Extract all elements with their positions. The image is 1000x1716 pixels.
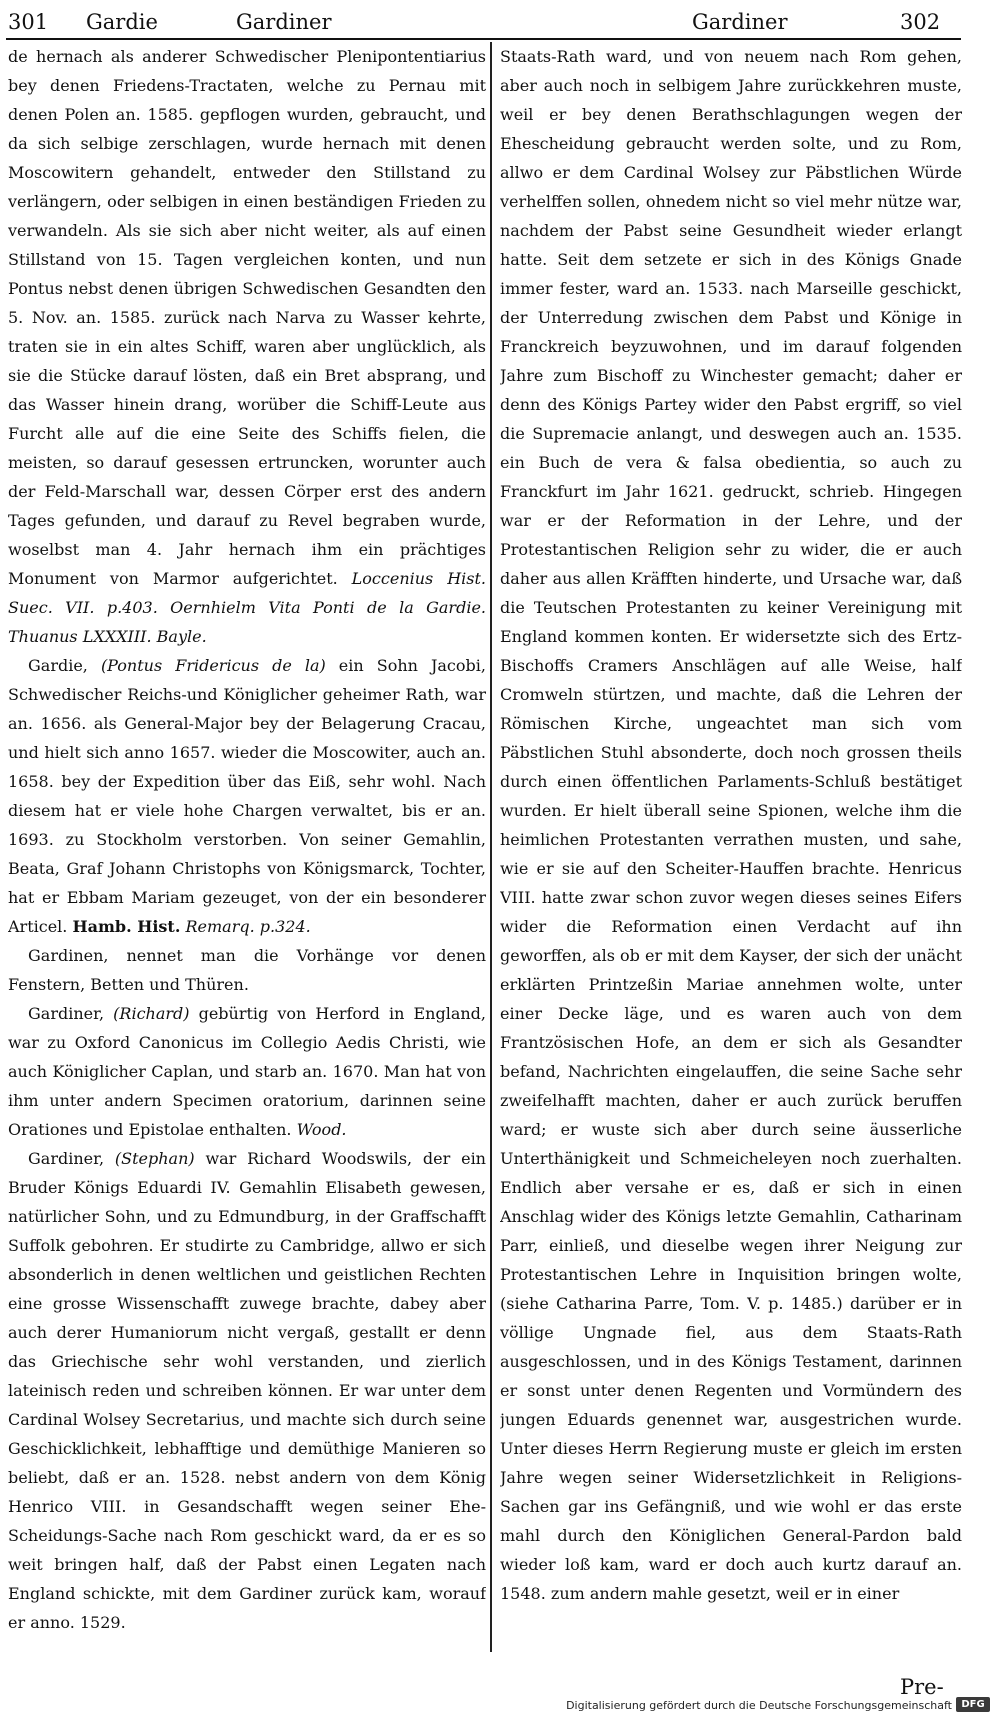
entry-gardiner-stephan-continued: Staats-Rath ward, und von neuem nach Rom gehen, aber auch noch in selbigem Jahre zurückkehren muste, weil er bey denen Berathschlagungen wegen der Ehescheidung gebraucht werden solte, und zu Rom, allwo er dem Cardinal Wolsey zur Päbstlichen Würde verhelffen sollen, ohnedem nicht so viel mehr nütze war, nachdem der Pabst seine Gesundheit wieder erlangt hatte. Seit dem setzete er sich in des Königs Gnade immer fester, ward an. 1533. nach Marseille geschickt, der Unterredung zwischen dem Pabst und Könige in Franckreich beyzuwohnen, und im darauf folgenden Jahre zum Bischoff zu Winchester gemacht; daher er denn des Königs Partey wider den Pabst ergriff, so viel die Supremacie anlangt, und deswegen auch an. 1535. ein Buch de vera & falsa obedientia, so auch zu Franckfurt im Jahr 1621. gedruckt, schrieb. Hingegen war er der Reformation in der Lehre, und der Protestantischen Religion sehr zu wider, die er auch daher aus allen Kräfften hinderte, und Ursache war, daß die Teutschen Protestanten zu keiner Vereinigung mit England kommen konten. Er widersetzte sich des Ertz-Bischoffs Cramers Anschlägen auf alle Weise, half Cromweln stürtzen, und machte, daß die Lehren der Römischen Kirche, ungeachtet man sich vom Päbstlichen Stuhl absonderte, doch noch grossen theils durch einen öffentlichen Parlaments-Schluß bestätiget wurden. Er hielt überall seine Spionen, welche ihm die heimlichen Protestanten verrathen musten, und sahe, wie er sie auf den Scheiter-Hauffen brachte. Henricus VIII. hatte zwar schon zuvor wegen dieses seines Eifers wider die Reformation einen Verdacht auf ihn geworffen, als ob er mit dem Kayser, der sich der unächt erklärten Printzeßin Mariae annehmen wolte, unter einer Decke läge, und es waren auch von dem Frantzösischen Hofe, an dem er sich als Gesandter befand, Nachrichten eingelauffen, die seine Sache sehr zweifelhafft machten, daher er auch zurück beruffen ward; er wuste sich aber durch seine äusserliche Unterthänigkeit und Schmeicheleyen noch zuerhalten. Endlich aber versahe er es, daß er sich in einen Anschlag wider des Königs letzte Gemahlin, Catharinam Parr, einließ, und dieselbe wegen ihrer Neigung zur Protestantischen Lehre in Inquisition bringen wolte, (siehe Catharina Parre, Tom. V. p. 1485.) darüber er in völlige Ungnade fiel, aus dem Staats-Rath ausgeschlossen, und in des Königs Testament, darinnen er sonst unter denen Regenten und Vormündern des jungen Eduards genennet war, ausgestrichen wurde. Unter dieses Herrn Regierung muste er gleich im ersten Jahre wegen seiner Widersetzlichkeit in Religions-Sachen gar ins Gefängniß, und wie wohl er das erste mahl durch den Königlichen General-Pardon bald wieder loß kam, ward er doch auch kurtz darauf an. 1548. zum andern mahle gesetzt, weil er in einer xyxy=(500,47,962,1603)
left-catchword: Gardie xyxy=(86,10,158,34)
entry-headword: Gardiner, xyxy=(28,1004,105,1023)
entry-name: (Pontus Fridericus de la) xyxy=(100,656,326,675)
entry-gardinen: Gardinen, nennet man die Vorhänge vor denen Fenstern, Betten und Thüren. xyxy=(8,946,486,994)
reference-bold: Hamb. Hist. xyxy=(72,917,181,936)
digitization-footer xyxy=(0,1696,1000,1716)
left-running-title: Gardiner xyxy=(236,10,332,34)
entry-name: (Stephan) xyxy=(114,1149,195,1168)
header-rule xyxy=(6,38,961,40)
reference: Wood. xyxy=(296,1120,347,1139)
entry-headword: Gardiner, xyxy=(28,1149,105,1168)
entry-gardiner-stephan: Gardiner, (Stephan) war Richard Woodswils, der ein Bruder Königs Eduardi IV. Gemahlin Elisabeth gewesen, natürlicher Sohn, und zu Edmundburg, in der Graffschafft Suffolk gebohren. Er studirte zu Cambridge, allwo er sich absonderlich in denen weltlichen und geistlichen Rechten eine grosse Wissenschafft zuwege brachte, dabey aber auch derer Humaniorum nicht vergaß, gestallt er denn das Griechische sehr wohl verstanden, und zierlich lateinisch reden und schreiben können. Er war unter dem Cardinal Wolsey Secretarius, und machte sich durch seine Geschicklichkeit, lebhafftige und demüthige Manieren so beliebt, daß er an. 1528. nebst andern von dem König Henrico VIII. in Gesandschafft wegen seiner Ehe-Scheidungs-Sache nach Rom geschickt ward, da er es so weit bringen half, daß der Pabst einen Legaten nach England schickte, mit dem Gardiner zurück kam, worauf er anno. 1529. xyxy=(8,1149,486,1632)
entry-gardie-pontus-fridericus: Gardie, (Pontus Fridericus de la) ein Sohn Jacobi, Schwedischer Reichs-und Königlicher geheimer Rath, war an. 1656. als General-Major bey der Belagerung Cracau, und hielt sich anno 1657. wieder die Moscowiter, auch an. 1658. bey der Expedition über das Eiß, sehr wohl. Nach diesem hat er viele hohe Chargen verwaltet, bis er an. 1693. zu Stockholm verstorben. Von seiner Gemahlin, Beata, Graf Johann Christophs von Königsmarck, Tochter, hat er Ebbam Mariam gezeuget, von der ein besonderer Articel. Hamb. Hist. Remarq. p.324. xyxy=(8,656,486,936)
catchword: Pre- xyxy=(900,1675,944,1699)
left-column xyxy=(8,42,486,1662)
references: Loccenius Hist. Suec. VII. p.403. Oernhielm Vita Ponti de la Gardie. Thuanus LXXXIII. Bayle. xyxy=(8,569,486,646)
right-column xyxy=(500,42,962,1662)
left-page-number: 301 xyxy=(8,10,49,34)
dfg-logo: DFG xyxy=(956,1697,990,1712)
entry-name: (Richard) xyxy=(113,1004,190,1023)
paragraph-pontus-continued: de hernach als anderer Schwedischer Plenipontentiarius bey denen Friedens-Tractaten, welche zu Pernau mit denen Polen an. 1585. gepflogen wurden, gebraucht, und da sich selbige zerschlagen, wurde hernach mit denen Moscowitern gehandelt, entweder den Stillstand zu verlängern, oder selbigen in einen beständigen Frieden zu verwandeln. Als sie sich aber nicht weiter, als auf einen Stillstand von 15. Tagen vergleichen konten, und nun Pontus nebst denen übrigen Schwedischen Gesandten den 5. Nov. an. 1585. zurück nach Narva zu Wasser kehrte, traten sie in ein altes Schiff, waren aber unglücklich, als sie die Stücke darauf lösten, daß ein Bret absprang, und das Wasser hinein drang, worüber die Schiff-Leute aus Furcht alle auf die eine Seite des Schiffs fielen, die meisten, so darauf gesessen ertruncken, worunter auch der Feld-Marschall war, dessen Cörper erst des andern Tages gefunden, und darauf zu Revel begraben wurde, woselbst man 4. Jahr hernach ihm ein prächtiges Monument von Marmor aufgerichtet. Loccenius Hist. Suec. VII. p.403. Oernhielm Vita Ponti de la Gardie. Thuanus LXXXIII. Bayle. xyxy=(8,47,486,646)
running-header xyxy=(0,4,1000,40)
footer-text: Digitalisierung gefördert durch die Deutsche Forschungsgemeinschaft xyxy=(566,1699,952,1712)
column-divider xyxy=(490,42,492,1652)
right-page-number: 302 xyxy=(900,10,941,34)
entry-gardiner-richard: Gardiner, (Richard) gebürtig von Herford in England, war zu Oxford Canonicus im Collegio Aedis Christi, wie auch Königlicher Caplan, und starb an. 1670. Man hat von ihm unter andern Specimen oratorium, darinnen seine Orationes und Epistolae enthalten. Wood. xyxy=(8,1004,486,1139)
right-running-title: Gardiner xyxy=(692,10,788,34)
reference: Remarq. p.324. xyxy=(185,917,311,936)
entry-headword: Gardie, xyxy=(28,656,88,675)
